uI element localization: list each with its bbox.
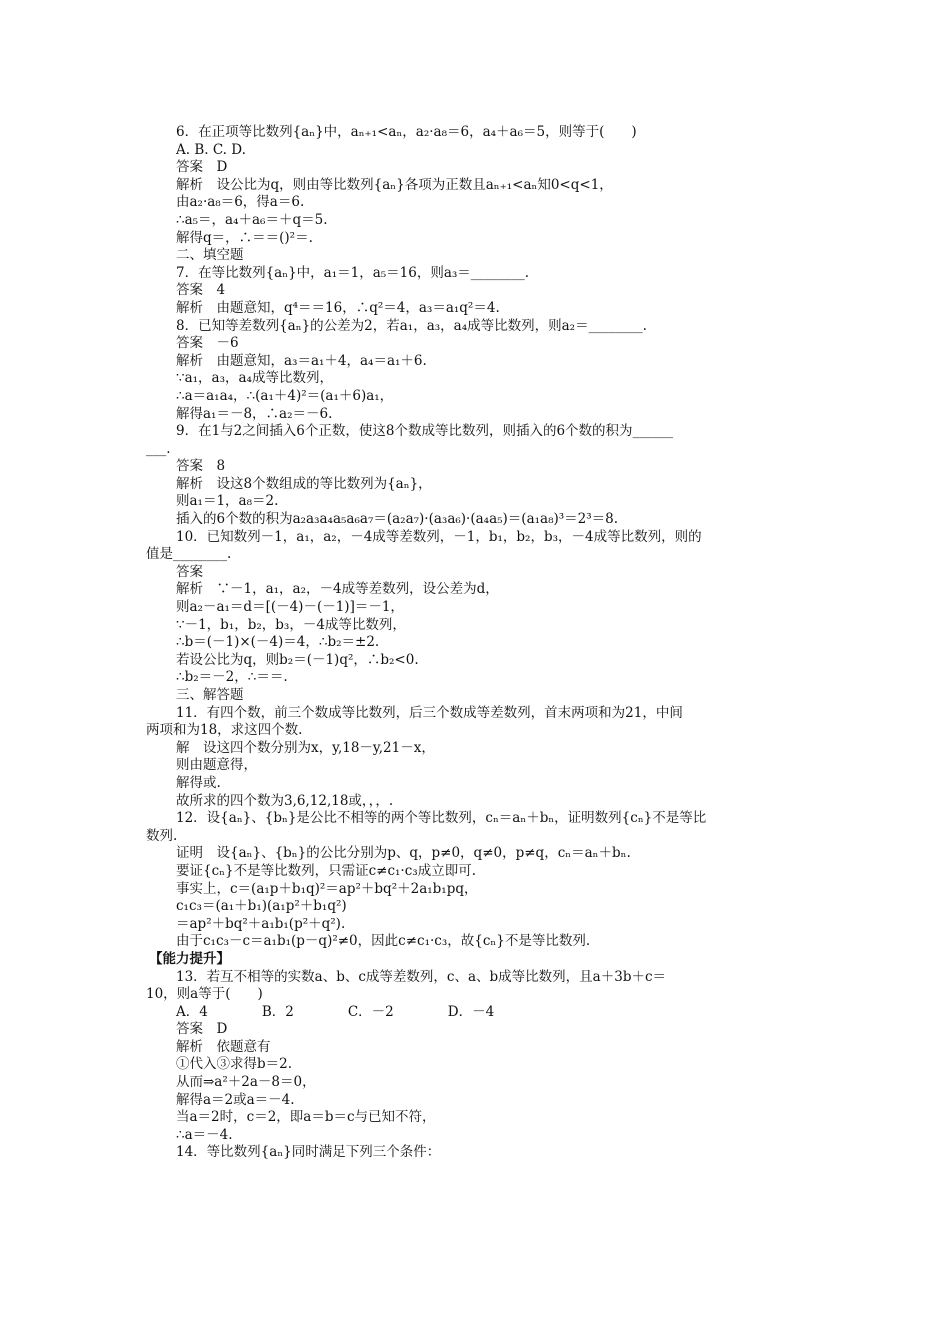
text-line: 答案 4 xyxy=(176,282,226,299)
text-line: 答案 D xyxy=(176,159,228,176)
text-line: ___. xyxy=(146,440,171,457)
text-line: 值是________. xyxy=(146,546,232,563)
text-line: 答案 xyxy=(176,563,203,580)
text-line: ∵－1，b₁，b₂，b₃，－4成等比数列， xyxy=(176,616,406,633)
text-line: 证明 设{aₙ}、{bₙ}的公比分别为p、q，p≠0，q≠0，p≠q，cₙ＝aₙ＋bₙ. xyxy=(176,845,631,862)
text-line: 若设公比为q，则b₂＝(－1)q²，∴b₂<0. xyxy=(176,651,419,668)
text-line: 答案 －6 xyxy=(176,335,239,352)
text-line: 解析 由题意知，a₃＝a₁＋4，a₄＝a₁＋6. xyxy=(176,352,427,369)
text-line: 数列. xyxy=(146,827,178,844)
text-line: 要证{cₙ}不是等比数列，只需证c≠c₁·c₃成立即可. xyxy=(176,862,476,879)
text-line: 10，则a等于( ) xyxy=(146,986,263,1003)
text-line: 11．有四个数，前三个数成等比数列，后三个数成等差数列，首末两项和为21，中间 xyxy=(176,704,683,721)
text-line: 故所求的四个数为3,6,12,18或，，，. xyxy=(176,792,394,809)
text-line: ∴b＝(－1)×(－4)＝4，∴b₂＝±2. xyxy=(176,634,380,651)
text-line: ∴b₂＝－2，∴＝＝. xyxy=(176,669,288,686)
document-body xyxy=(146,124,810,1162)
text-line: 解析 由题意知，q⁴＝＝16，∴q²＝4，a₃＝a₁q²＝4. xyxy=(176,299,500,316)
text-line: 6．在正项等比数列{aₙ}中，aₙ₊₁<aₙ，a₂·a₈＝6，a₄＋a₆＝5，则等于( ) xyxy=(176,124,637,140)
text-line: 答案 D xyxy=(176,1021,228,1038)
text-line: 14．等比数列{aₙ}同时满足下列三个条件： xyxy=(176,1144,441,1161)
text-line: 由于c₁c₃－c＝a₁b₁(p－q)²≠0，因此c≠c₁·c₃，故{cₙ}不是等比数列. xyxy=(176,933,591,950)
text-line: 两项和为18，求这四个数. xyxy=(146,722,303,739)
text-line: ＝ap²＋bq²＋a₁b₁(p²＋q²). xyxy=(176,915,346,932)
text-line: 解析 设公比为q，则由等比数列{aₙ}各项为正数且aₙ₊₁<aₙ知0<q<1， xyxy=(176,176,613,193)
text-line: 9．在1与2之间插入6个正数，使这8个数成等比数列，则插入的6个数的积为______ xyxy=(176,423,674,440)
text-line: 12．设{aₙ}、{bₙ}是公比不相等的两个等比数列，cₙ＝aₙ＋bₙ，证明数列{cₙ}不是等比 xyxy=(176,810,707,827)
text-line: 解得或. xyxy=(176,774,221,791)
text-line: ∴a₅＝，a₄＋a₆＝＋q＝5. xyxy=(176,211,328,228)
text-line: 解析 依题意有 xyxy=(176,1038,271,1055)
text-line: ∴a＝－4. xyxy=(176,1126,233,1143)
text-line: 解析 设这8个数组成的等比数列为{aₙ}， xyxy=(176,475,432,492)
text-line: 解得q＝，∴＝＝()²＝. xyxy=(176,229,313,246)
text-line: 7．在等比数列{aₙ}中，a₁＝1，a₅＝16，则a₃＝________. xyxy=(176,264,530,281)
text-line: 三、解答题 xyxy=(176,687,244,703)
text-line: 从而⇒a²＋2a－8＝0， xyxy=(176,1074,316,1091)
text-line: A．4 B．2 C．－2 D．－4 xyxy=(176,1003,495,1020)
text-line: 解析 ∵－1，a₁，a₂，－4成等差数列，设公差为d， xyxy=(176,581,499,598)
text-line: 8．已知等差数列{aₙ}的公差为2，若a₁，a₃，a₄成等比数列，则a₂＝________. xyxy=(176,317,647,334)
text-line: ∴a＝a₁a₄，∴(a₁＋4)²＝(a₁＋6)a₁， xyxy=(176,387,394,404)
text-line: 13．若互不相等的实数a、b、c成等差数列，c、a、b成等比数列，且a＋3b＋c＝ xyxy=(176,968,667,985)
text-line: ∵a₁，a₃，a₄成等比数列， xyxy=(176,370,333,387)
text-line: 事实上，c＝(a₁p＋b₁q)²＝ap²＋bq²＋2a₁b₁pq， xyxy=(176,880,478,897)
text-line: 解 设这四个数分别为x，y,18－y,21－x， xyxy=(176,739,435,756)
text-line: 【能力提升】 xyxy=(149,950,230,967)
text-line: 解得a₁＝－8，∴a₂＝－6. xyxy=(176,405,333,422)
text-line: 解得a＝2或a＝－4. xyxy=(176,1091,295,1108)
text-line: 二、填空题 xyxy=(176,247,244,264)
text-line: 由a₂·a₈＝6，得a＝6. xyxy=(176,194,305,211)
text-line: A. B. C. D. xyxy=(176,141,246,158)
text-line: 当a＝2时，c＝2，即a＝b＝c与已知不符， xyxy=(176,1109,436,1126)
text-line: 则由题意得， xyxy=(176,757,257,774)
text-line: ①代入③求得b＝2. xyxy=(176,1056,293,1073)
text-line: 则a₂－a₁＝d＝[(－4)－(－1)]＝－1， xyxy=(176,599,404,616)
text-line: 则a₁＝1，a₈＝2. xyxy=(176,493,279,510)
text-line: c₁c₃＝(a₁＋b₁)(a₁p²＋b₁q²) xyxy=(176,898,347,915)
text-line: 答案 8 xyxy=(176,458,226,475)
text-line: 10．已知数列－1，a₁，a₂，－4成等差数列，－1，b₁，b₂，b₃，－4成等比数列，则的 xyxy=(176,528,702,545)
text-line: 插入的6个数的积为a₂a₃a₄a₅a₆a₇＝(a₂a₇)·(a₃a₆)·(a₄a₅)＝(a₁a₈)³＝2³＝8. xyxy=(176,511,619,528)
